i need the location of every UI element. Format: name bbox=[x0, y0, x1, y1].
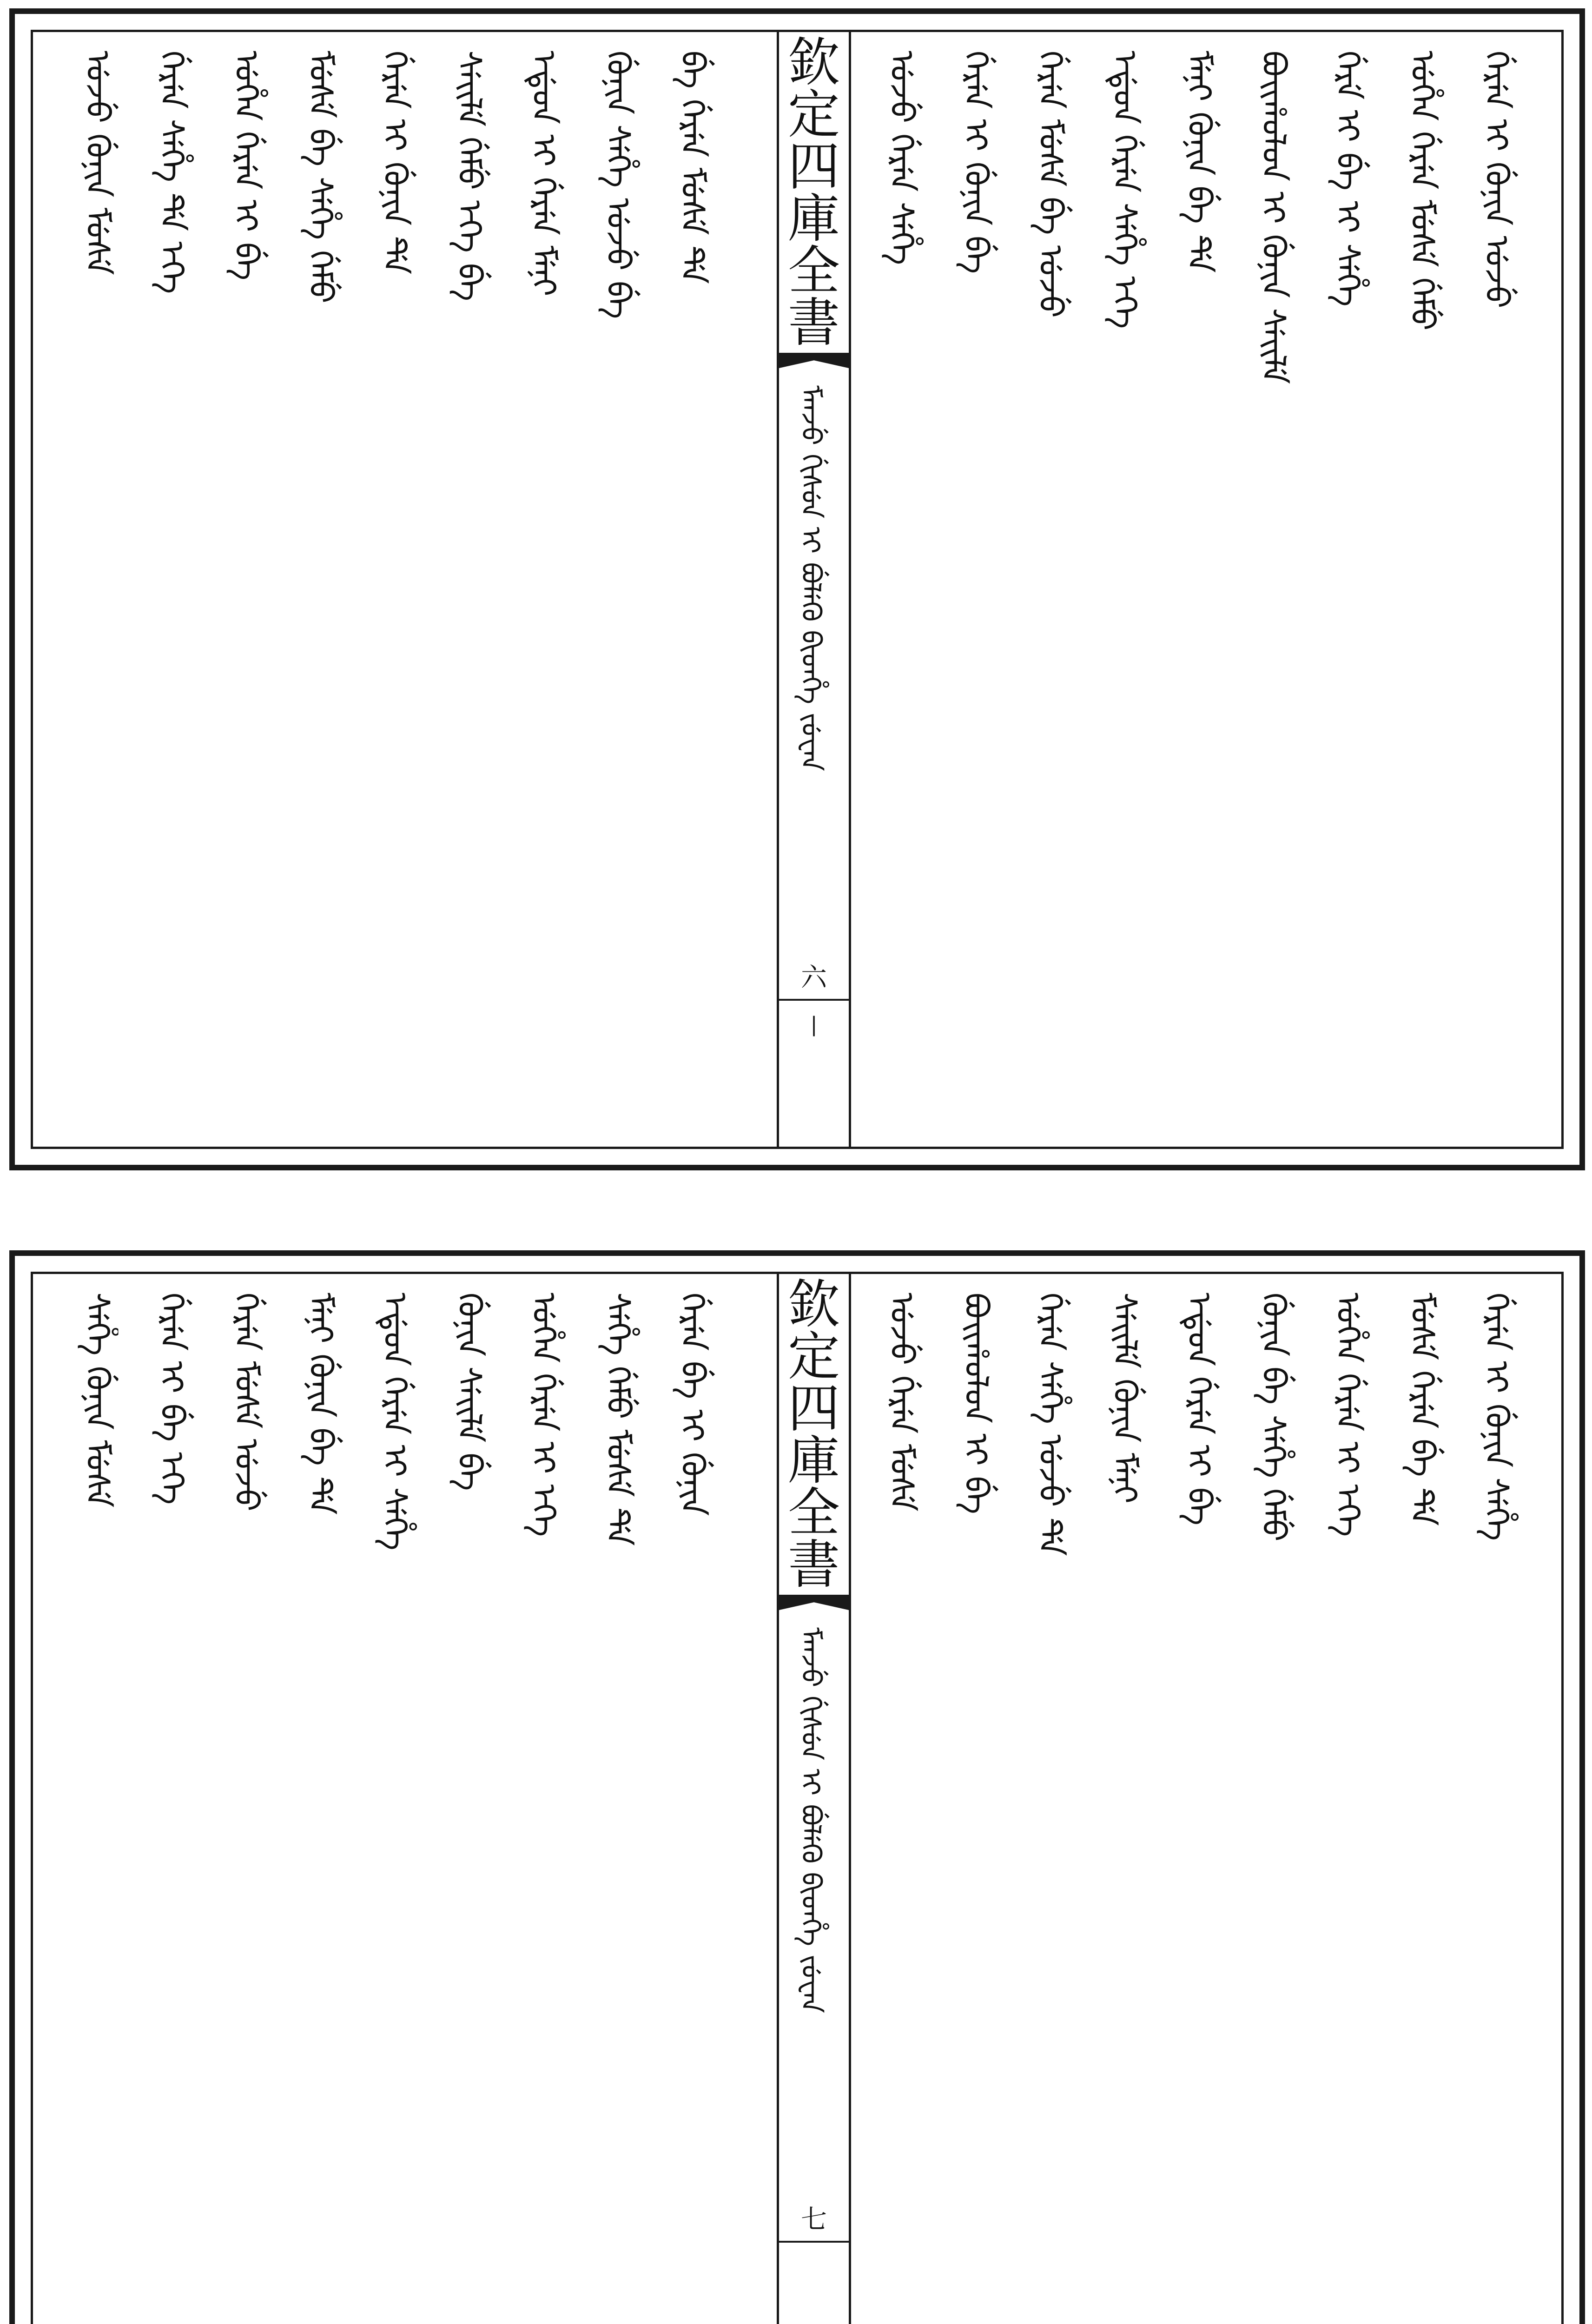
page-sheet-bottom bbox=[9, 1250, 1585, 2324]
fold-title bbox=[779, 33, 849, 353]
right-page-text bbox=[860, 1293, 1562, 2324]
text-column: ᡝᡩᡠᠨ ᡤᡝᡵᡝᠨ ᡳ ᠰᡝᡥᡝ bbox=[376, 1293, 414, 1551]
text-column: ᡠᡥᡝᠨ ᡤᡝᡵᡝᠨ ᡳ ᠪᡝ bbox=[227, 51, 265, 281]
fold-title-char: 欽 bbox=[788, 33, 840, 93]
page-frame bbox=[31, 30, 1564, 1149]
text-column: ᠰᡝᡥᡝ ᡤᡝᠮᡠ ᠮᡠᠰᡝ ᡩᡝ bbox=[599, 1293, 637, 1546]
fold-title-char: 庫 bbox=[788, 189, 840, 249]
text-column: ᡠᡥᡝᠨ ᡤᡝᡵᡝᠨ ᡳ ᡝᡴᡝ bbox=[525, 1293, 563, 1537]
text-column: ᠪᠣᡳᡥᠣᠯᠣᠨ ᡳ ᡤᡠᠨᡳᠨ ᠰᡝᡳᠯᡝ bbox=[1255, 51, 1293, 384]
fold-title-char: 欽 bbox=[788, 1274, 840, 1335]
text-column: ᠪᠣᡳᡥᠣᠯᠣᠨ ᡳ ᠪᡝ bbox=[957, 1293, 995, 1514]
text-column: ᡝᡩᡠᠨ ᡤᡝᡵᡝᠨ ᠰᡝᡥᡝ ᡝᡴᡝ bbox=[1106, 51, 1144, 329]
text-column: ᠮᡝᠨᡳ ᡤᡠᠨᡳᠨ ᠪᡝ ᡩᡝ bbox=[1180, 51, 1218, 273]
center-fold bbox=[777, 32, 851, 1147]
text-column: ᠰᡝᡳᠯᡝ ᡤᡠᠨᡳᠨ ᠮᡝᠨᡳ bbox=[1106, 1293, 1144, 1504]
text-column: ᡠᠵᡠ ᡤᡝᡵᡝᠨ ᠮᡠᠰᡝ bbox=[883, 1293, 921, 1512]
text-column: ᠮᡝᠨᡳ ᡤᡠᠨᡳᠨ ᠪᡝ ᡩᡝ bbox=[302, 1293, 340, 1515]
text-column: ᡤᡝᡵᡝᠨ ᡳ ᠪᡝ ᡝᡴᡝ bbox=[153, 1293, 191, 1505]
text-column: ᡤᡠᠨᡳᠨ ᠰᡝᡳᠯᡝ ᠪᡝ bbox=[450, 1293, 489, 1491]
text-column: ᡠᠵᡠ ᡤᡠᠨᡳᠨ ᠮᡠᠰᡝ bbox=[79, 51, 117, 275]
text-column: ᡤᡝᡵᡝᠨ ᠪᡝ ᡳ ᡤᡠᠨᡳᠨ bbox=[674, 1293, 712, 1516]
text-column: ᡤᡝᡵᡝᠨ ᠮᡠᠰᡝ ᠪᡝ ᡠᠵᡠ bbox=[1031, 51, 1070, 318]
fold-section-title: ᠮᠠᠨᠵᡠ ᡤᡳᠰᡠᠨ ᡳ ᠪᡠᠯᡝᡴᡠ ᠪᡳᡨᡥᡝ ᠵᡠᠸᠠᠨ bbox=[795, 1627, 827, 2014]
text-column: ᡤᡝᡵᡝᠨ ᠰᡝᡥᡝ ᡠᠵᡠ ᡩᡝ bbox=[1031, 1293, 1070, 1556]
fold-title-char: 四 bbox=[788, 137, 840, 197]
text-column: ᡤᡠᠨᡳᠨ ᠪᡝ ᠰᡝᡥᡝ ᡤᡝᠮᡠ bbox=[1255, 1293, 1293, 1542]
fold-title bbox=[779, 1274, 849, 1595]
center-fold bbox=[777, 1274, 851, 2324]
right-page-text bbox=[860, 51, 1562, 1128]
text-column: ᠮᡠᠰᡝ ᠪᡝ ᠰᡝᡥᡝ ᡤᡝᠮᡠ bbox=[302, 51, 340, 304]
fishtail-mark bbox=[779, 353, 849, 374]
text-column: ᡤᡝᡵᡝᠨ ᠰᡝᡥᡝ ᡩᡝ ᡝᡴᡝ bbox=[153, 51, 191, 294]
fold-title-char: 四 bbox=[788, 1379, 840, 1439]
text-column: ᡠᡥᡝᠨ ᡤᡝᡵᡝᠨ ᠮᡠᠰᡝ ᡤᡝᠮᡠ bbox=[1403, 51, 1441, 331]
fishtail-mark bbox=[779, 1595, 849, 1616]
fold-page-number: 七 bbox=[801, 2205, 827, 2235]
fold-sub-mark: | bbox=[810, 1013, 818, 1037]
fold-divider bbox=[779, 2241, 849, 2243]
fold-title-char: 書 bbox=[788, 293, 840, 353]
page-frame bbox=[31, 1272, 1564, 2324]
left-page-text bbox=[52, 1293, 763, 2324]
text-column: ᡤᡝᡵᡝᠨ ᡳ ᡤᡠᠨᡳᠨ ᡠᠵᡠ bbox=[1478, 51, 1516, 309]
text-column: ᡝᡩᡠᠨ ᡤᡝᡵᡝᠨ ᡳ ᠪᡝ bbox=[1180, 1293, 1218, 1526]
fold-title-char: 全 bbox=[788, 1483, 840, 1543]
fold-title-char: 庫 bbox=[788, 1431, 840, 1491]
text-column: ᡤᡝᡵᡝᠨ ᠮᡠᠰᡝ ᡠᠵᡠ bbox=[227, 1293, 265, 1512]
text-column: ᡝᡩᡠᠨ ᡳ ᡤᡝᡵᡝᠨ ᠮᡝᠨᡳ bbox=[525, 51, 563, 297]
text-column: ᡤᡝᡵᡝ ᡳ ᠪᡝ ᡳ ᠰᡝᡥᡝ bbox=[1329, 51, 1367, 307]
text-column: ᠪᡝ ᡤᡝᡵᡝᠨ ᠮᡠᠰᡝ ᡩᡝ bbox=[674, 51, 712, 284]
text-column: ᡤᡝᡵᡝᠨ ᡳ ᡤᡠᠨᡳᠨ ᠰᡝᡥᡝ bbox=[1478, 1293, 1516, 1541]
text-column: ᠰᡝᡳᠯᡝ ᡤᡝᠮᡠ ᡝᡴᡝ ᠪᡝ bbox=[450, 51, 489, 302]
text-column: ᡤᡝᡵᡝᠨ ᡳ ᡤᡠᠨᡳᠨ ᠪᡝ bbox=[957, 51, 995, 274]
fold-title-char: 書 bbox=[788, 1535, 840, 1595]
fold-divider bbox=[779, 999, 849, 1001]
page-sheet-top bbox=[9, 8, 1585, 1170]
text-column: ᠰᡝᡥᡝ ᡤᡠᠨᡳᠨ ᠮᡠᠰᡝ bbox=[79, 1293, 117, 1508]
fold-title-char: 全 bbox=[788, 241, 840, 301]
text-column: ᡠᠵᡠ ᡤᡝᡵᡝᠨ ᠰᡝᡥᡝ bbox=[883, 51, 921, 265]
fold-page-number: 六 bbox=[801, 963, 827, 993]
text-column: ᠮᡠᠰᡝ ᡤᡝᡵᡝᠨ ᠪᡝ ᡩᡝ bbox=[1403, 1293, 1441, 1526]
left-page-text bbox=[52, 51, 763, 1128]
text-column: ᡤᡝᡵᡝᠨ ᡳ ᡤᡠᠨᡳᠨ ᡩᡝ bbox=[376, 51, 414, 275]
text-column: ᡤᡠᠨᡳᠨ ᠰᡝᡥᡝ ᡠᠵᡠ ᠪᡝ bbox=[599, 51, 637, 319]
fold-title-char: 定 bbox=[788, 1327, 840, 1387]
text-column: ᡠᡥᡝᠨ ᡤᡝᡵᡝᠨ ᡳ ᡝᡴᡝ bbox=[1329, 1293, 1367, 1537]
fold-section-title: ᠮᠠᠨᠵᡠ ᡤᡳᠰᡠᠨ ᡳ ᠪᡠᠯᡝᡴᡠ ᠪᡳᡨᡥᡝ ᠵᡠᠸᠠᠨ bbox=[795, 385, 827, 772]
fold-title-char: 定 bbox=[788, 85, 840, 145]
